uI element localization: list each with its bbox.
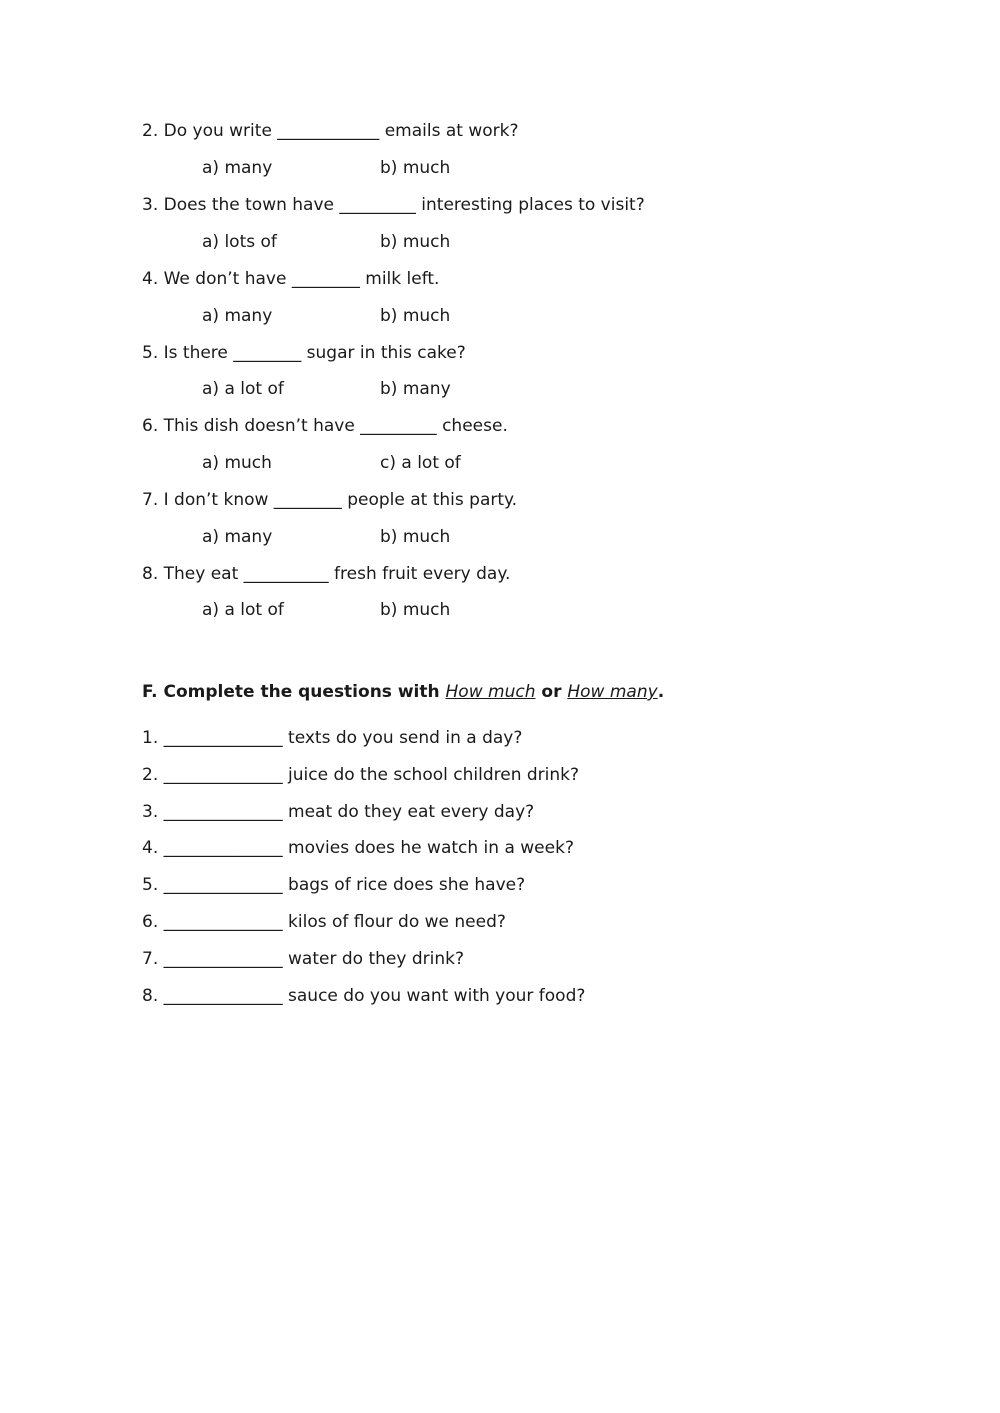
question-8-option-b: b) much [380, 600, 451, 620]
question-4-option-b: b) much [380, 306, 451, 326]
question-6: 6. This dish doesn’t have _________ cheese. [142, 416, 508, 436]
f-item-4: 4. ______________ movies does he watch in a week? [142, 838, 574, 858]
section-f-heading [142, 682, 664, 702]
question-2: 2. Do you write ____________ emails at work? [142, 121, 519, 141]
question-7-option-b: b) much [380, 527, 451, 547]
f-item-2: 2. ______________ juice do the school children drink? [142, 765, 580, 785]
heading-or: or [535, 682, 568, 702]
f-item-3: 3. ______________ meat do they eat every day? [142, 802, 535, 822]
f-item-5: 5. ______________ bags of rice does she have? [142, 875, 526, 895]
heading-how-much: How much [445, 682, 536, 702]
f-item-6: 6. ______________ kilos of flour do we need? [142, 912, 506, 932]
question-5-option-a: a) a lot of [202, 379, 284, 399]
question-6-option-c: c) a lot of [380, 453, 461, 473]
f-item-1: 1. ______________ texts do you send in a day? [142, 728, 523, 748]
heading-how-many: How many [567, 682, 658, 702]
heading-suffix: . [657, 682, 665, 702]
question-3-option-a: a) lots of [202, 232, 277, 252]
question-5: 5. Is there ________ sugar in this cake? [142, 343, 466, 363]
question-2-option-b: b) much [380, 158, 451, 178]
question-7: 7. I don’t know ________ people at this party. [142, 490, 518, 510]
question-2-option-a: a) many [202, 158, 273, 178]
question-4: 4. We don’t have ________ milk left. [142, 269, 440, 289]
heading-prefix: F. Complete the questions with [142, 682, 446, 702]
question-7-option-a: a) many [202, 527, 273, 547]
f-item-8: 8. ______________ sauce do you want with your food? [142, 986, 586, 1006]
f-item-7: 7. ______________ water do they drink? [142, 949, 464, 969]
question-3-option-b: b) much [380, 232, 451, 252]
question-5-option-b: b) many [380, 379, 451, 399]
question-4-option-a: a) many [202, 306, 273, 326]
question-6-option-a: a) much [202, 453, 272, 473]
question-3: 3. Does the town have _________ interesting places to visit? [142, 195, 645, 215]
question-8: 8. They eat __________ fresh fruit every day. [142, 564, 511, 584]
question-8-option-a: a) a lot of [202, 600, 284, 620]
